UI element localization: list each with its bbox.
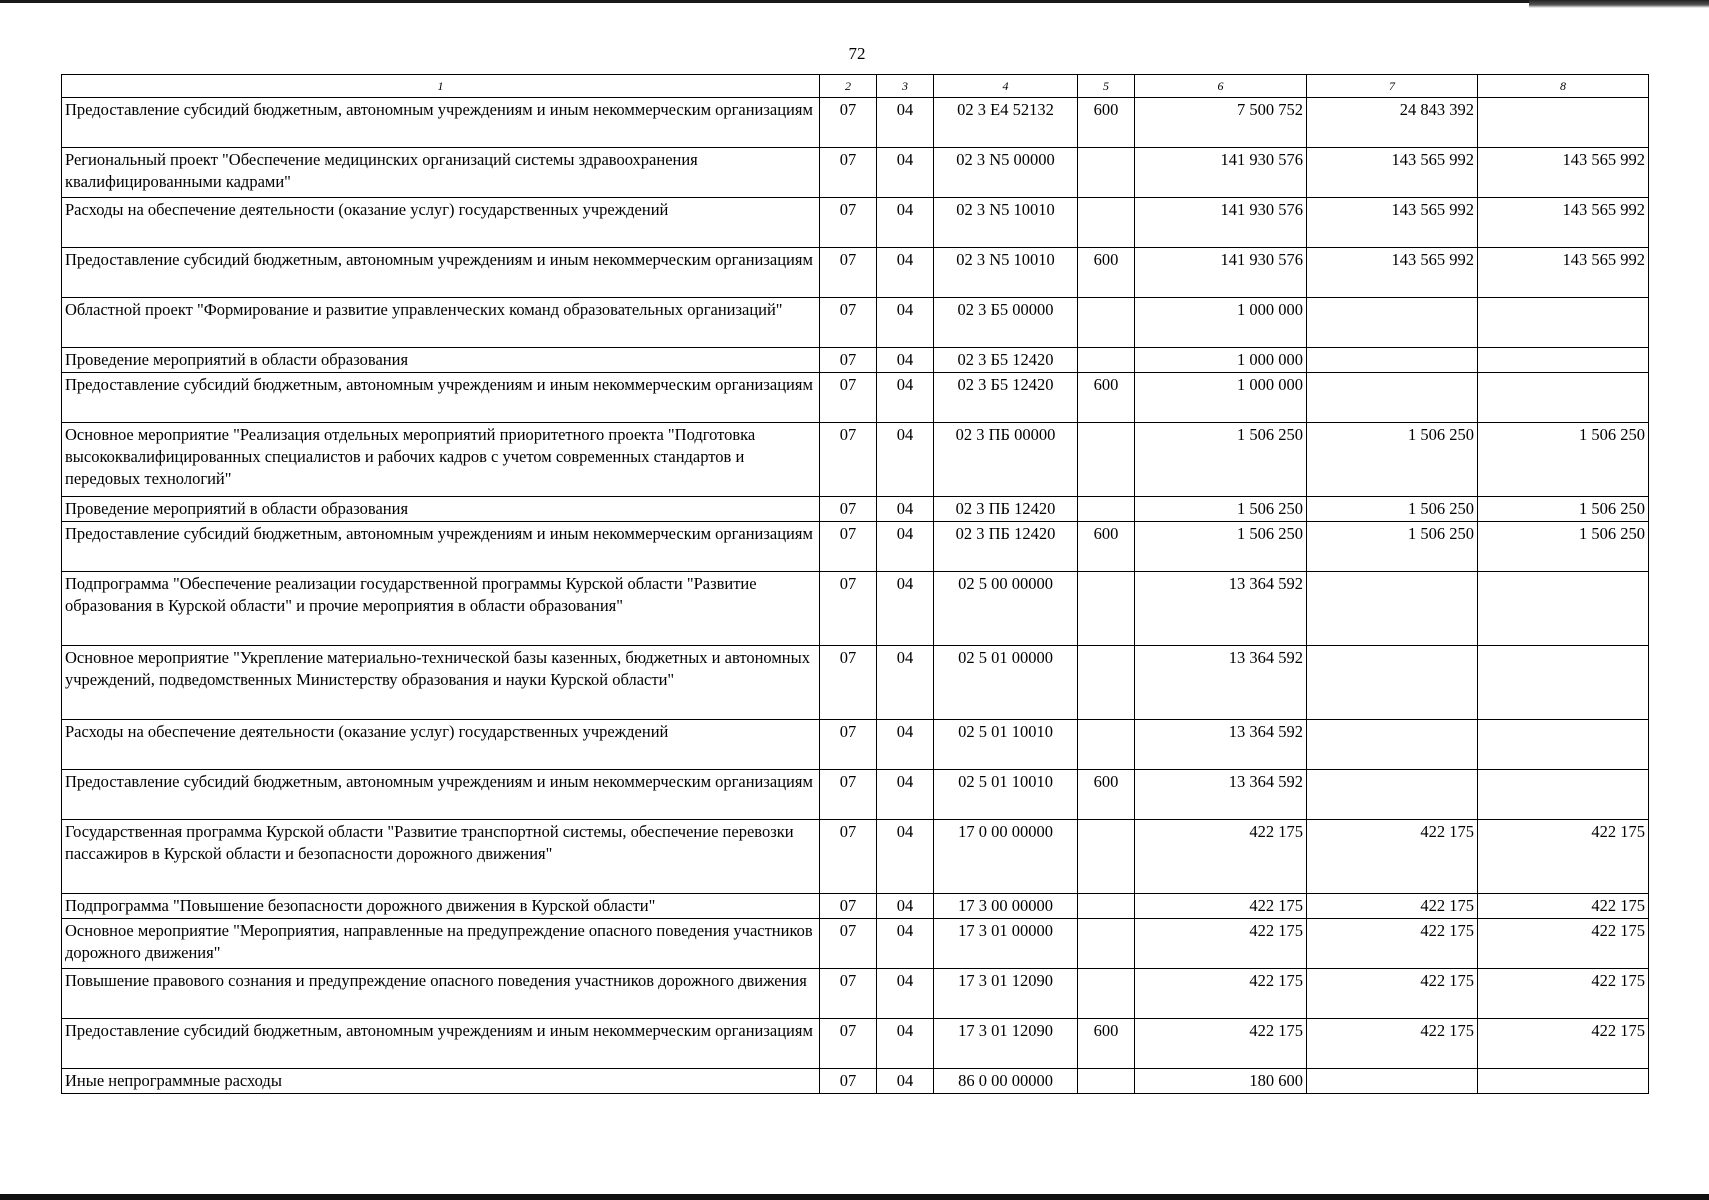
subsection-code-cell: 04 [877, 248, 934, 298]
amount-col8-cell: 422 175 [1478, 919, 1649, 969]
section-code-cell: 07 [820, 1019, 877, 1069]
expense-type-cell: 600 [1078, 373, 1135, 423]
row-name-cell: Основное мероприятие "Мероприятия, направленные на предупреждение опасного поведения участников дорожного движения" [62, 919, 820, 969]
column-header: 5 [1078, 75, 1135, 98]
amount-col8-cell [1478, 1069, 1649, 1094]
amount-col6-cell: 13 364 592 [1135, 572, 1307, 646]
column-number-row [62, 75, 1649, 98]
row-name-cell: Предоставление субсидий бюджетным, автономным учреждениям и иным некоммерческим организациям [62, 770, 820, 820]
row-name-cell: Расходы на обеспечение деятельности (оказание услуг) государственных учреждений [62, 198, 820, 248]
section-code-cell: 07 [820, 522, 877, 572]
amount-col6-cell: 1 506 250 [1135, 522, 1307, 572]
subsection-code-cell: 04 [877, 894, 934, 919]
expense-type-cell [1078, 919, 1135, 969]
row-name-cell: Предоставление субсидий бюджетным, автономным учреждениям и иным некоммерческим организациям [62, 248, 820, 298]
amount-col8-cell [1478, 720, 1649, 770]
target-article-cell: 02 3 N5 10010 [934, 248, 1078, 298]
table-row [62, 969, 1649, 1019]
section-code-cell: 07 [820, 646, 877, 720]
table-row [62, 770, 1649, 820]
amount-col7-cell [1307, 572, 1478, 646]
table-row [62, 919, 1649, 969]
subsection-code-cell: 04 [877, 148, 934, 198]
expense-type-cell: 600 [1078, 770, 1135, 820]
expense-type-cell [1078, 720, 1135, 770]
amount-col8-cell [1478, 98, 1649, 148]
table-row [62, 198, 1649, 248]
page-number: 72 [848, 44, 866, 63]
section-code-cell: 07 [820, 298, 877, 348]
scan-edge-top [0, 0, 1709, 3]
table-row [62, 522, 1649, 572]
amount-col8-cell: 143 565 992 [1478, 148, 1649, 198]
budget-table [61, 74, 1649, 1094]
target-article-cell: 02 5 01 10010 [934, 720, 1078, 770]
target-article-cell: 02 3 ПБ 00000 [934, 423, 1078, 497]
target-article-cell: 02 3 N5 10010 [934, 198, 1078, 248]
subsection-code-cell: 04 [877, 646, 934, 720]
amount-col7-cell: 1 506 250 [1307, 497, 1478, 522]
section-code-cell: 07 [820, 248, 877, 298]
subsection-code-cell: 04 [877, 1069, 934, 1094]
amount-col6-cell: 141 930 576 [1135, 198, 1307, 248]
amount-col7-cell [1307, 720, 1478, 770]
subsection-code-cell: 04 [877, 720, 934, 770]
target-article-cell: 02 3 Б5 12420 [934, 373, 1078, 423]
amount-col8-cell [1478, 572, 1649, 646]
column-header: 1 [62, 75, 820, 98]
expense-type-cell: 600 [1078, 1019, 1135, 1069]
amount-col8-cell [1478, 770, 1649, 820]
table-row [62, 248, 1649, 298]
amount-col7-cell: 422 175 [1307, 820, 1478, 894]
column-header: 3 [877, 75, 934, 98]
row-name-cell: Предоставление субсидий бюджетным, автономным учреждениям и иным некоммерческим организациям [62, 1019, 820, 1069]
table-row [62, 497, 1649, 522]
expense-type-cell [1078, 646, 1135, 720]
amount-col7-cell: 422 175 [1307, 969, 1478, 1019]
table-row [62, 148, 1649, 198]
amount-col7-cell: 1 506 250 [1307, 522, 1478, 572]
section-code-cell: 07 [820, 770, 877, 820]
amount-col6-cell: 141 930 576 [1135, 148, 1307, 198]
row-name-cell: Проведение мероприятий в области образования [62, 348, 820, 373]
amount-col6-cell: 1 000 000 [1135, 348, 1307, 373]
amount-col6-cell: 422 175 [1135, 894, 1307, 919]
expense-type-cell [1078, 497, 1135, 522]
amount-col8-cell [1478, 646, 1649, 720]
amount-col8-cell: 1 506 250 [1478, 423, 1649, 497]
subsection-code-cell: 04 [877, 348, 934, 373]
amount-col6-cell: 13 364 592 [1135, 720, 1307, 770]
target-article-cell: 02 3 ПБ 12420 [934, 522, 1078, 572]
amount-col6-cell: 1 000 000 [1135, 373, 1307, 423]
row-name-cell: Расходы на обеспечение деятельности (оказание услуг) государственных учреждений [62, 720, 820, 770]
table-row [62, 720, 1649, 770]
table-row [62, 572, 1649, 646]
amount-col6-cell: 1 506 250 [1135, 423, 1307, 497]
row-name-cell: Проведение мероприятий в области образования [62, 497, 820, 522]
expense-type-cell [1078, 148, 1135, 198]
subsection-code-cell: 04 [877, 298, 934, 348]
amount-col8-cell: 1 506 250 [1478, 522, 1649, 572]
section-code-cell: 07 [820, 98, 877, 148]
table-row [62, 423, 1649, 497]
expense-type-cell: 600 [1078, 522, 1135, 572]
section-code-cell: 07 [820, 348, 877, 373]
column-header: 6 [1135, 75, 1307, 98]
subsection-code-cell: 04 [877, 969, 934, 1019]
amount-col7-cell: 422 175 [1307, 894, 1478, 919]
amount-col6-cell: 141 930 576 [1135, 248, 1307, 298]
subsection-code-cell: 04 [877, 198, 934, 248]
section-code-cell: 07 [820, 919, 877, 969]
subsection-code-cell: 04 [877, 1019, 934, 1069]
subsection-code-cell: 04 [877, 373, 934, 423]
column-header: 2 [820, 75, 877, 98]
amount-col8-cell: 422 175 [1478, 1019, 1649, 1069]
expense-type-cell: 600 [1078, 248, 1135, 298]
amount-col6-cell: 1 506 250 [1135, 497, 1307, 522]
section-code-cell: 07 [820, 969, 877, 1019]
expense-type-cell [1078, 969, 1135, 1019]
section-code-cell: 07 [820, 198, 877, 248]
expense-type-cell [1078, 894, 1135, 919]
row-name-cell: Предоставление субсидий бюджетным, автономным учреждениям и иным некоммерческим организациям [62, 373, 820, 423]
row-name-cell: Государственная программа Курской области "Развитие транспортной системы, обеспечение перевозки пассажиров в Курской области и безопасности дорожного движения" [62, 820, 820, 894]
table-row [62, 1019, 1649, 1069]
expense-type-cell [1078, 1069, 1135, 1094]
target-article-cell: 02 5 01 10010 [934, 770, 1078, 820]
row-name-cell: Иные непрограммные расходы [62, 1069, 820, 1094]
expense-type-cell [1078, 423, 1135, 497]
subsection-code-cell: 04 [877, 770, 934, 820]
amount-col8-cell: 1 506 250 [1478, 497, 1649, 522]
amount-col8-cell [1478, 298, 1649, 348]
column-header: 4 [934, 75, 1078, 98]
section-code-cell: 07 [820, 572, 877, 646]
amount-col6-cell: 422 175 [1135, 969, 1307, 1019]
amount-col6-cell: 422 175 [1135, 919, 1307, 969]
amount-col8-cell: 143 565 992 [1478, 248, 1649, 298]
scan-shadow-top-right [1529, 0, 1709, 8]
subsection-code-cell: 04 [877, 919, 934, 969]
row-name-cell: Предоставление субсидий бюджетным, автономным учреждениям и иным некоммерческим организациям [62, 98, 820, 148]
section-code-cell: 07 [820, 894, 877, 919]
expense-type-cell [1078, 348, 1135, 373]
target-article-cell: 17 0 00 00000 [934, 820, 1078, 894]
subsection-code-cell: 04 [877, 497, 934, 522]
target-article-cell: 17 3 01 12090 [934, 969, 1078, 1019]
amount-col7-cell [1307, 1069, 1478, 1094]
target-article-cell: 02 3 E4 52132 [934, 98, 1078, 148]
amount-col8-cell [1478, 348, 1649, 373]
amount-col6-cell: 13 364 592 [1135, 646, 1307, 720]
amount-col8-cell: 422 175 [1478, 820, 1649, 894]
amount-col7-cell: 143 565 992 [1307, 148, 1478, 198]
expense-type-cell [1078, 298, 1135, 348]
amount-col8-cell: 143 565 992 [1478, 198, 1649, 248]
section-code-cell: 07 [820, 373, 877, 423]
row-name-cell: Подпрограмма "Обеспечение реализации государственной программы Курской области "Развитие образования в Курской области" и прочие мероприятия в области образования" [62, 572, 820, 646]
target-article-cell: 02 5 00 00000 [934, 572, 1078, 646]
target-article-cell: 02 3 ПБ 12420 [934, 497, 1078, 522]
section-code-cell: 07 [820, 423, 877, 497]
table-row [62, 1069, 1649, 1094]
row-name-cell: Областной проект "Формирование и развитие управленческих команд образовательных организаций" [62, 298, 820, 348]
table-row [62, 98, 1649, 148]
amount-col6-cell: 180 600 [1135, 1069, 1307, 1094]
row-name-cell: Повышение правового сознания и предупреждение опасного поведения участников дорожного движения [62, 969, 820, 1019]
target-article-cell: 02 3 Б5 00000 [934, 298, 1078, 348]
target-article-cell: 02 3 N5 00000 [934, 148, 1078, 198]
section-code-cell: 07 [820, 720, 877, 770]
amount-col6-cell: 422 175 [1135, 1019, 1307, 1069]
amount-col7-cell: 1 506 250 [1307, 423, 1478, 497]
row-name-cell: Основное мероприятие "Укрепление материально-технической базы казенных, бюджетных и автономных учреждений, подведомственных Министерству образования и науки Курской области" [62, 646, 820, 720]
subsection-code-cell: 04 [877, 572, 934, 646]
target-article-cell: 17 3 01 00000 [934, 919, 1078, 969]
expense-type-cell [1078, 820, 1135, 894]
subsection-code-cell: 04 [877, 423, 934, 497]
amount-col6-cell: 1 000 000 [1135, 298, 1307, 348]
table-body [62, 98, 1649, 1094]
expense-type-cell [1078, 198, 1135, 248]
target-article-cell: 17 3 01 12090 [934, 1019, 1078, 1069]
amount-col8-cell [1478, 373, 1649, 423]
amount-col7-cell: 422 175 [1307, 919, 1478, 969]
target-article-cell: 86 0 00 00000 [934, 1069, 1078, 1094]
table-row [62, 348, 1649, 373]
table-row [62, 820, 1649, 894]
amount-col7-cell [1307, 298, 1478, 348]
subsection-code-cell: 04 [877, 98, 934, 148]
section-code-cell: 07 [820, 497, 877, 522]
row-name-cell: Предоставление субсидий бюджетным, автономным учреждениям и иным некоммерческим организациям [62, 522, 820, 572]
target-article-cell: 02 3 Б5 12420 [934, 348, 1078, 373]
row-name-cell: Подпрограмма "Повышение безопасности дорожного движения в Курской области" [62, 894, 820, 919]
subsection-code-cell: 04 [877, 522, 934, 572]
expense-type-cell [1078, 572, 1135, 646]
column-header: 7 [1307, 75, 1478, 98]
amount-col6-cell: 7 500 752 [1135, 98, 1307, 148]
table-row [62, 894, 1649, 919]
amount-col7-cell [1307, 646, 1478, 720]
amount-col8-cell: 422 175 [1478, 969, 1649, 1019]
table-row [62, 646, 1649, 720]
column-header: 8 [1478, 75, 1649, 98]
amount-col7-cell [1307, 348, 1478, 373]
amount-col7-cell [1307, 770, 1478, 820]
row-name-cell: Основное мероприятие "Реализация отдельных мероприятий приоритетного проекта "Подготовка высококвалифицированных специалистов и рабочих кадров с учетом современных стандартов и передовых технологий" [62, 423, 820, 497]
section-code-cell: 07 [820, 148, 877, 198]
amount-col7-cell: 422 175 [1307, 1019, 1478, 1069]
section-code-cell: 07 [820, 820, 877, 894]
table-row [62, 298, 1649, 348]
amount-col6-cell: 13 364 592 [1135, 770, 1307, 820]
amount-col8-cell: 422 175 [1478, 894, 1649, 919]
amount-col7-cell: 143 565 992 [1307, 248, 1478, 298]
row-name-cell: Региональный проект "Обеспечение медицинских организаций системы здравоохранения квалифицированными кадрами" [62, 148, 820, 198]
table-row [62, 373, 1649, 423]
expense-type-cell: 600 [1078, 98, 1135, 148]
target-article-cell: 02 5 01 00000 [934, 646, 1078, 720]
amount-col7-cell: 24 843 392 [1307, 98, 1478, 148]
amount-col7-cell [1307, 373, 1478, 423]
target-article-cell: 17 3 00 00000 [934, 894, 1078, 919]
scan-edge-bottom [0, 1194, 1709, 1200]
amount-col6-cell: 422 175 [1135, 820, 1307, 894]
subsection-code-cell: 04 [877, 820, 934, 894]
section-code-cell: 07 [820, 1069, 877, 1094]
amount-col7-cell: 143 565 992 [1307, 198, 1478, 248]
